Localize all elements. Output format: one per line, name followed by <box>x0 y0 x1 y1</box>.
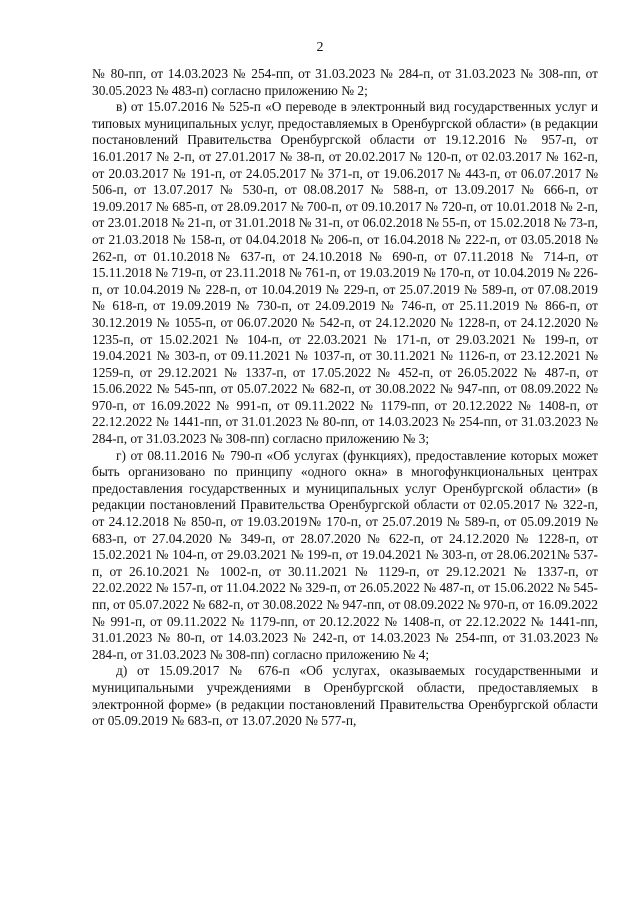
document-body <box>92 66 598 730</box>
paragraph-continuation: № 80-пп, от 14.03.2023 № 254-пп, от 31.03.2023 № 284-п, от 31.03.2023 № 308-пп, от 30.05.2023 № 483-п) согласно приложению № 2; <box>92 66 598 98</box>
paragraph-item-v: в) от 15.07.2016 № 525-п «О переводе в электронный вид государственных услуг и типовых муниципальных услуг, предоставляемых в Оренбургской области» (в редакции постановлений Правительства Оренбургской области от 19.12.2016 № 957-п, от 16.01.2017 № 2-п, от 27.01.2017 № 38-п, от 20.02.2017 № 120-п, от 02.03.2017 № 162-п, от 20.03.2017 № 191-п, от 24.05.2017 № 371-п, от 19.06.2017 № 443-п, от 06.07.2017 № 506-п, от 13.07.2017 № 530-п, от 08.08.2017 № 588-п, от 13.09.2017 № 666-п, от 19.09.2017 № 685-п, от 28.09.2017 № 700-п, от 09.10.2017 № 720-п, от 10.01.2018 № 2-п, от 23.01.2018 № 21-п, от 31.01.2018 № 31-п, от 06.02.2018 № 55-п, от 15.02.2018 № 73-п, от 21.03.2018 № 158-п, от 04.04.2018 № 206-п, от 16.04.2018 № 222-п, от 03.05.2018 № 262-п, от 01.10.2018№ 637-п, от 24.10.2018 № 690-п, от 07.11.2018 № 714-п, от 15.11.2018 № 719-п, от 23.11.2018 № 761-п, от 19.03.2019 № 170-п, от 10.04.2019 № 226-п, от 10.04.2019 № 228-п, от 10.04.2019 № 229-п, от 25.07.2019 № 589-п, от 07.08.2019 № 618-п, от 19.09.2019 № 730-п, от 24.09.2019 № 746-п, от 25.11.2019 № 866-п, от 30.12.2019 № 1055-п, от 06.07.2020 № 542-п, от 24.12.2020 № 1228-п, от 24.12.2020 № 1235-п, от 15.02.2021 № 104-п, от 22.03.2021 № 171-п, от 29.03.2021 № 199-п, от 19.04.2021 № 303-п, от 09.11.2021 № 1037-п, от 30.11.2021 № 1126-п, от 23.12.2021 № 1259-п, от 29.12.2021 № 1337-п, от 17.05.2022 № 452-п, от 26.05.2022 № 487-п, от 15.06.2022 № 545-пп, от 05.07.2022 № 682-п, от 30.08.2022 № 947-пп, от 08.09.2022 № 970-п, от 16.09.2022 № 991-п, от 09.11.2022 № 1179-пп, от 20.12.2022 № 1408-п, от 22.12.2022 № 1441-пп, от 31.01.2023 № 80-пп, от 14.03.2023 № 254-пп, от 31.03.2023 № 284-п, от 31.03.2023 № 308-пп) согласно приложению № 3; <box>92 99 598 447</box>
page-number: 2 <box>316 40 324 55</box>
paragraph-item-g: г) от 08.11.2016 № 790-п «Об услугах (функциях), предоставление которых может быть организовано по принципу «одного окна» в многофункциональных центрах предоставления государственных и муниципальных услуг Оренбургской области» (в редакции постановлений Правительства Оренбургской области от 02.05.2017 № 322-п, от 24.12.2018 № 850-п, от 19.03.2019№ 170-п, от 25.07.2019 № 589-п, от 05.09.2019 № 683-п, от 27.04.2020 № 349-п, от 28.07.2020 № 622-п, от 24.12.2020 № 1228-п, от 15.02.2021 № 104-п, от 29.03.2021 № 199-п, от 19.04.2021 № 303-п, от 28.06.2021№ 537-п, от 26.10.2021 № 1002-п, от 30.11.2021 № 1129-п, от 29.12.2021 № 1337-п, от 22.02.2022 № 157-п, от 11.04.2022 № 329-п, от 26.05.2022 № 487-п, от 15.06.2022 № 545-пп, от 05.07.2022 № 682-п, от 30.08.2022 № 947-пп, от 08.09.2022 № 970-п, от 16.09.2022 № 991-п, от 09.11.2022 № 1179-пп, от 20.12.2022 № 1408-п, от 22.12.2022 № 1441-пп, 31.01.2023 № 80-п, от 14.03.2023 № 242-п, от 14.03.2023 № 254-пп, от 31.03.2023 № 284-п, от 31.03.2023 № 308-пп) согласно приложению № 4; <box>92 447 598 662</box>
paragraph-item-d: д) от 15.09.2017 № 676-п «Об услугах, оказываемых государственными и муниципальными учреждениями в Оренбургской области, предоставляемых в электронной форме» (в редакции постановлений Правительства Оренбургской области от 05.09.2019 № 683-п, от 13.07.2020 № 577-п, <box>92 663 598 729</box>
